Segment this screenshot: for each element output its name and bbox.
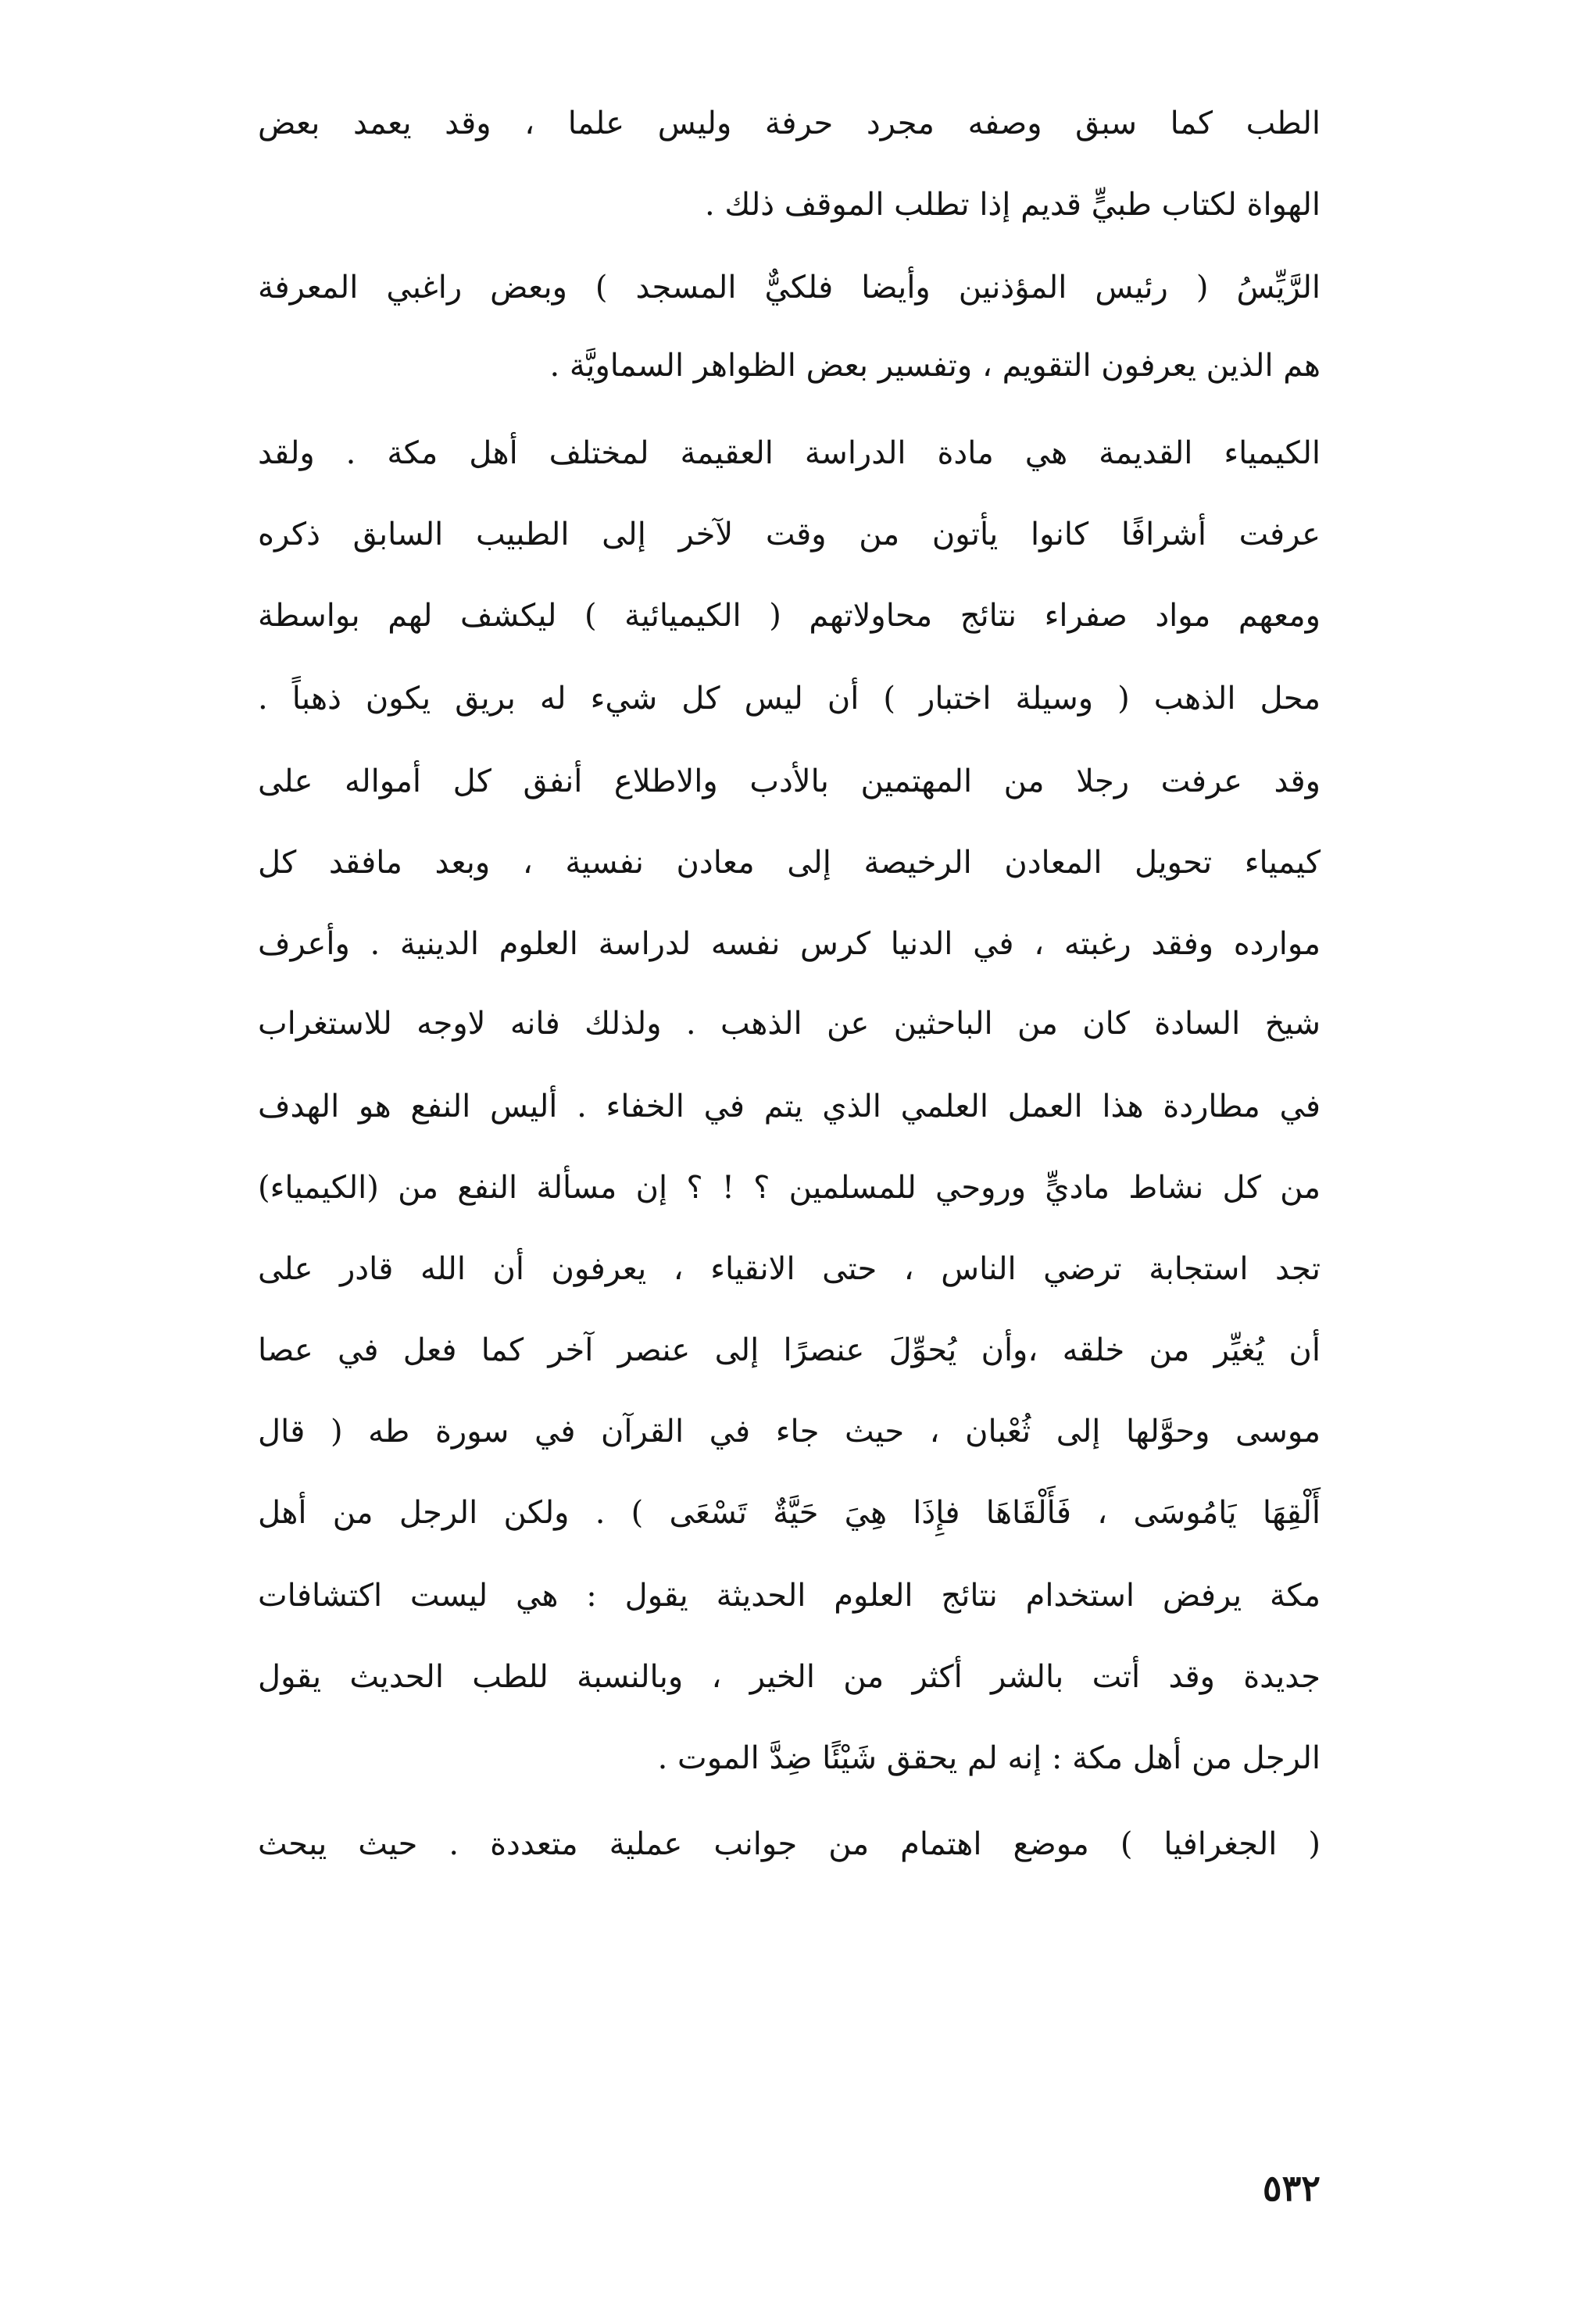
- text-line: عرفت أشرافًا كانوا يأتون من وقت لآخر إلى الطبيب السابق ذكره: [258, 517, 1321, 552]
- text-line: الرجل من أهل مكة : إنه لم يحقق شَيْئًا ضِدَّ الموت .: [657, 1740, 1321, 1776]
- text-line: من كل نشاط ماديٍّ وروحي للمسلمين ؟ ! ؟ إن مسألة النفع من (الكيمياء): [258, 1170, 1321, 1206]
- text-line: الرَّيِّسُ ( رئيس المؤذنين وأيضا فلكيٌّ المسجد ) وبعض راغبي المعرفة: [258, 270, 1321, 306]
- text-line: كيمياء تحويل المعادن الرخيصة إلى معادن نفسية ، وبعد مافقد كل: [258, 845, 1321, 881]
- page-number: ٥٣٢: [1262, 2167, 1321, 2209]
- text-line: شيخ السادة كان من الباحثين عن الذهب . ولذلك فانه لاوجه للاستغراب: [258, 1006, 1321, 1042]
- text-line: الكيمياء القديمة هي مادة الدراسة العقيمة لمختلف أهل مكة . ولقد: [258, 435, 1321, 471]
- text-line: مكة يرفض استخدام نتائج العلوم الحديثة يقول : هي ليست اكتشافات: [258, 1578, 1321, 1614]
- text-line: تجد استجابة ترضي الناس ، حتى الانقياء ، يعرفون أن الله قادر على: [258, 1251, 1321, 1287]
- text-line: محل الذهب ( وسيلة اختبار ) أن ليس كل شيء له بريق يكون ذهباً .: [258, 681, 1321, 717]
- text-line: أَلْقِهَا يَامُوسَى ، فَأَلْقَاهَا فإِذَا هِيَ حَيَّةٌ تَسْعَى ) . ولكن الرجل من أهل: [258, 1495, 1321, 1531]
- text-line: أن يُغيِّر من خلقه ،وأن يُحوِّلَ عنصرًا إلى عنصر آخر كما فعل في عصا: [258, 1332, 1321, 1368]
- text-line: الطب كما سبق وصفه مجرد حرفة وليس علما ، وقد يعمد بعض: [258, 105, 1321, 141]
- text-line: الهواة لكتاب طبيٍّ قديم إذا تطلب الموقف ذلك .: [704, 187, 1321, 223]
- text-line: هم الذين يعرفون التقويم ، وتفسير بعض الظواهر السماويَّة .: [549, 348, 1321, 384]
- text-line: موارده وفقد رغبته ، في الدنيا كرس نفسه لدراسة العلوم الدينية . وأعرف: [258, 926, 1321, 962]
- text-line: جديدة وقد أتت بالشر أكثر من الخير ، وبالنسبة للطب الحديث يقول: [258, 1659, 1321, 1695]
- text-line: موسى وحوَّلها إلى ثُعْبان ، حيث جاء في القرآن في سورة طه ( قال: [258, 1414, 1321, 1450]
- text-line: ( الجغرافيا ) موضع اهتمام من جوانب عملية متعددة . حيث يبحث: [258, 1826, 1321, 1862]
- text-line: ومعهم مواد صفراء نتائج محاولاتهم ( الكيميائية ) ليكشف لهم بواسطة: [258, 598, 1321, 634]
- text-line: وقد عرفت رجلا من المهتمين بالأدب والاطلاع أنفق كل أمواله على: [258, 763, 1321, 799]
- text-line: في مطاردة هذا العمل العلمي الذي يتم في الخفاء . أليس النفع هو الهدف: [258, 1089, 1321, 1124]
